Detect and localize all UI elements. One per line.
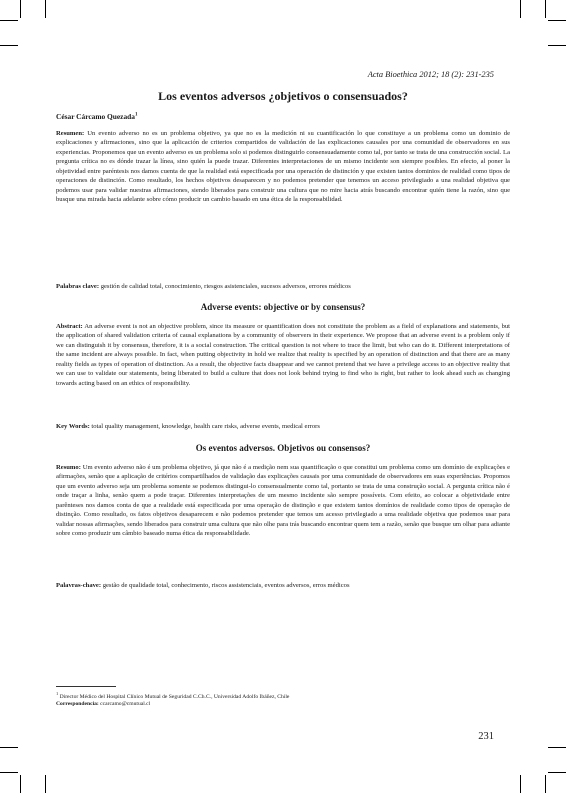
- keywords-english-label: Key Words:: [56, 423, 90, 430]
- abstract-spanish-label: Resumen:: [56, 130, 85, 137]
- keywords-english-text: total quality management, knowledge, health care risks, adverse events, medical errors: [89, 423, 320, 430]
- abstract-portuguese-label: Resumo:: [56, 464, 81, 471]
- footnote-affiliation-line: [56, 691, 290, 700]
- author-name: César Cárcamo Quezada: [56, 112, 135, 121]
- abstract-english-label: Abstract:: [56, 323, 83, 330]
- article-title-portuguese: Os eventos adversos. Objetivos ou consensos?: [195, 443, 371, 453]
- keywords-portuguese-text: gestão de qualidade total, conhecimento, riscos assistenciais, eventos adversos, erros médicos: [101, 582, 350, 589]
- article-title-spanish: Los eventos adversos ¿objetivos o consensuados?: [158, 89, 408, 103]
- article-title-english: Adverse events: objective or by consensus?: [200, 302, 366, 312]
- abstract-spanish-text: Un evento adverso no es un problema objetivo, ya que no es la medición ni su cuantificación lo que constituye a un problema como un dominio de explicaciones y afirmaciones, sino que la aplicación de criterios compartidos de validación de las explicaciones causales por una comunidad de observadores en sus experiencias. Proponemos que un evento adverso es un problema solo si podemos distinguirlo consensuadamente como tal, por tanto se trata de una construcción social. La pregunta crítica no es dónde trazar la línea, sino quién la puede trazar. Diferentes interpretaciones de un mismo incidente son siempre posibles. En efecto, al poner la objetividad entre paréntesis nos damos cuenta de que la realidad está especificada por una operación de distinción y que existen tantos dominios de realidad como tipos de operaciones de distinción. Como resultado, los hechos objetivos desaparecen y no podemos pretender que tenemos un acceso privilegiado a una realidad objetiva que podemos usar para validar nuestras afirmaciones, siendo liberados para construir una cultura que no mire hacia atrás buscando encontrar quién tiene la razón, sino que busque una mirada hacia adelante sobre cómo producir un cambio basado en una ética de la responsabilidad.: [56, 130, 510, 204]
- abstract-portuguese-text: Um evento adverso não é um problema objetivo, já que não é a medição nem sua quantificação o que constitui um problema como um domínio de explicações e afirmações, senão que a aplicação de critérios compartilhados de validação das explicações causais por uma comunidade de observadores em suas experiências. Propomos que um evento adverso seja um problema somente se podemos distingui-lo consensualmente como tal, portanto se trata de uma construção social. A pergunta crítica não é onde traçar a linha, senão quem a pode traçar. Diferentes interpretações de um mesmo incidente são sempre possíveis. Com efeito, ao colocar a objetividade entre parênteses nos damos conta de que a realidade está especificada por uma operação de distinção e que existem tantos domínios de realidade como tipos de operação de distinção. Como resultado, os fatos objetivos desaparecem e não podemos pretender que temos um acesso privilegiado a uma realidade objetiva que podemos usar para validar nossas afirmações, sendo liberados para construir uma cultura que não olhe para trás buscando encontrar quem tem a razão, senão que busque um olhar para adiante sobre como produzir um câmbio baseado numa ética da responsabilidade.: [56, 464, 510, 538]
- footnote-affiliation: Director Médico del Hospital Clínico Mutual de Seguridad C.Ch.C., Universidad Adolfo Ibáñez, Chile: [58, 693, 290, 700]
- journal-reference: Acta Bioethica 2012; 18 (2): 231-235: [367, 70, 494, 79]
- keywords-english: [56, 422, 510, 431]
- author-line: [56, 112, 137, 121]
- footnote-divider: [56, 686, 116, 687]
- keywords-portuguese-label: Palavras-chave:: [56, 582, 102, 589]
- page-number: 231: [478, 731, 494, 742]
- abstract-portuguese: [56, 463, 510, 539]
- correspondence-label: Correspondencia:: [56, 701, 99, 708]
- keywords-spanish-text: gestión de calidad total, conocimiento, riesgos asistenciales, sucesos adversos, errores médicos: [99, 283, 351, 290]
- correspondence-email: ccarcamo@cmutual.cl: [98, 701, 151, 708]
- keywords-spanish: [56, 282, 510, 291]
- abstract-english-text: An adverse event is not an objective problem, since its measure or quantification does not constitute the problem as a field of explanations and statements, but the application of shared validation criteria of causal explanations by a community of observers in their experience. We propose that an adverse event is a problem only if we can distinguish it by consensus, therefore, it is a social construction. The critical question is not where to trace the limit, but who can do it. Different interpretations of the same incident are always possible. In fact, when putting objectivity in hold we realize that reality is specified by an operation of distinction and that there are as many reality fields as types of operation of distinction. As a result, the objective facts disappear and we cannot pretend that we have a privilege access to an objective reality that we can use to validate our statements, being liberated to build a culture that does not look behind trying to find who is right, but rather to look ahead such as changing towards acting based on an ethics of responsibility.: [56, 323, 510, 387]
- abstract-spanish: [56, 129, 510, 205]
- keywords-spanish-label: Palabras clave:: [56, 283, 100, 290]
- abstract-english: [56, 322, 510, 388]
- author-footnote-mark: 1: [134, 112, 138, 118]
- keywords-portuguese: [56, 581, 510, 590]
- footnote-mark: 1: [56, 691, 59, 696]
- footnote: [56, 690, 510, 709]
